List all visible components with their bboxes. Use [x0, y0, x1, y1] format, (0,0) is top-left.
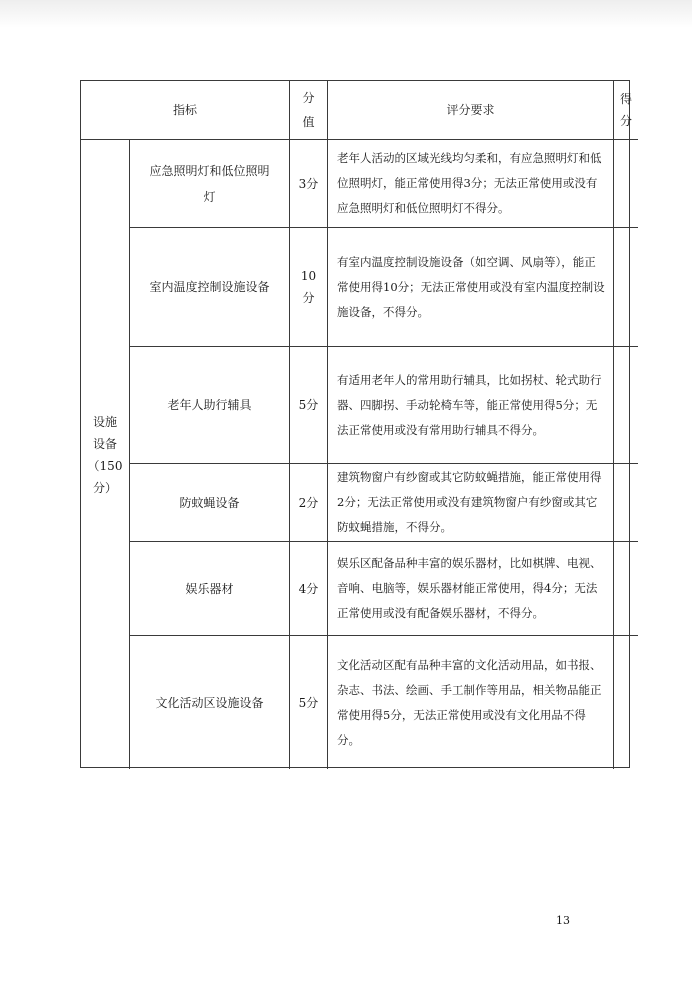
table-row-name: 防蚊蝇设备 — [130, 464, 290, 542]
category-line2: 设备 — [92, 436, 117, 451]
table-row-requirement: 老年人活动的区域光线均匀柔和，有应急照明灯和低位照明灯，能正常使用得3分；无法正常使用或没有应急照明灯和低位照明灯不得分。 — [328, 140, 614, 228]
header-score — [290, 81, 328, 140]
table-row-name: 娱乐器材 — [130, 542, 290, 636]
table-row-score: 5分 — [290, 636, 328, 769]
table-row-score: 10分 — [290, 228, 328, 347]
header-score-line1: 分 — [302, 91, 315, 105]
table-row-requirement: 建筑物窗户有纱窗或其它防蚊蝇措施，能正常使用得2分；无法正常使用或没有建筑物窗户有纱窗或其它防蚊蝇措施，不得分。 — [328, 464, 614, 542]
table-row-score: 5分 — [290, 347, 328, 464]
table-row-got[interactable] — [614, 636, 638, 769]
category-cell — [81, 140, 130, 769]
table-row-got[interactable] — [614, 228, 638, 347]
category-line1: 设施 — [92, 414, 117, 429]
table-row-requirement: 有适用老年人的常用助行辅具，比如拐杖、轮式助行器、四脚拐、手动轮椅车等，能正常使用得5分；无法正常使用或没有常用助行辅具不得分。 — [328, 347, 614, 464]
table-row-got[interactable] — [614, 140, 638, 228]
table-row-requirement: 有室内温度控制设施设备（如空调、风扇等），能正常使用得10分；无法正常使用或没有室内温度控制设施设备，不得分。 — [328, 228, 614, 347]
scoring-table — [80, 80, 633, 768]
header-requirement: 评分要求 — [328, 81, 614, 140]
table-row-requirement: 文化活动区配有品种丰富的文化活动用品，如书报、杂志、书法、绘画、手工制作等用品，相关物品能正常使用得5分，无法正常使用或没有文化用品不得分。 — [328, 636, 614, 769]
header-score-line2: 值 — [302, 115, 315, 129]
scan-shadow — [0, 0, 692, 28]
table-row-name: 室内温度控制设施设备 — [130, 228, 290, 347]
table-row-name: 应急照明灯和低位照明灯 — [130, 140, 290, 228]
table-row-name: 老年人助行辅具 — [130, 347, 290, 464]
table-row-requirement: 娱乐区配备品种丰富的娱乐器材，比如棋牌、电视、音响、电脑等，娱乐器材能正常使用，得4分；无法正常使用或没有配备娱乐器材，不得分。 — [328, 542, 614, 636]
page-number: 13 — [556, 914, 570, 927]
category-line3: （150 — [87, 458, 123, 473]
header-got: 得分 — [614, 81, 638, 140]
table-row-score: 2分 — [290, 464, 328, 542]
category-line4: 分） — [92, 480, 117, 495]
table-row-score: 4分 — [290, 542, 328, 636]
table-row-got[interactable] — [614, 542, 638, 636]
header-indicator: 指标 — [81, 81, 290, 140]
table-row-score: 3分 — [290, 140, 328, 228]
table-row-name: 文化活动区设施设备 — [130, 636, 290, 769]
table-row-got[interactable] — [614, 347, 638, 464]
table-row-got[interactable] — [614, 464, 638, 542]
